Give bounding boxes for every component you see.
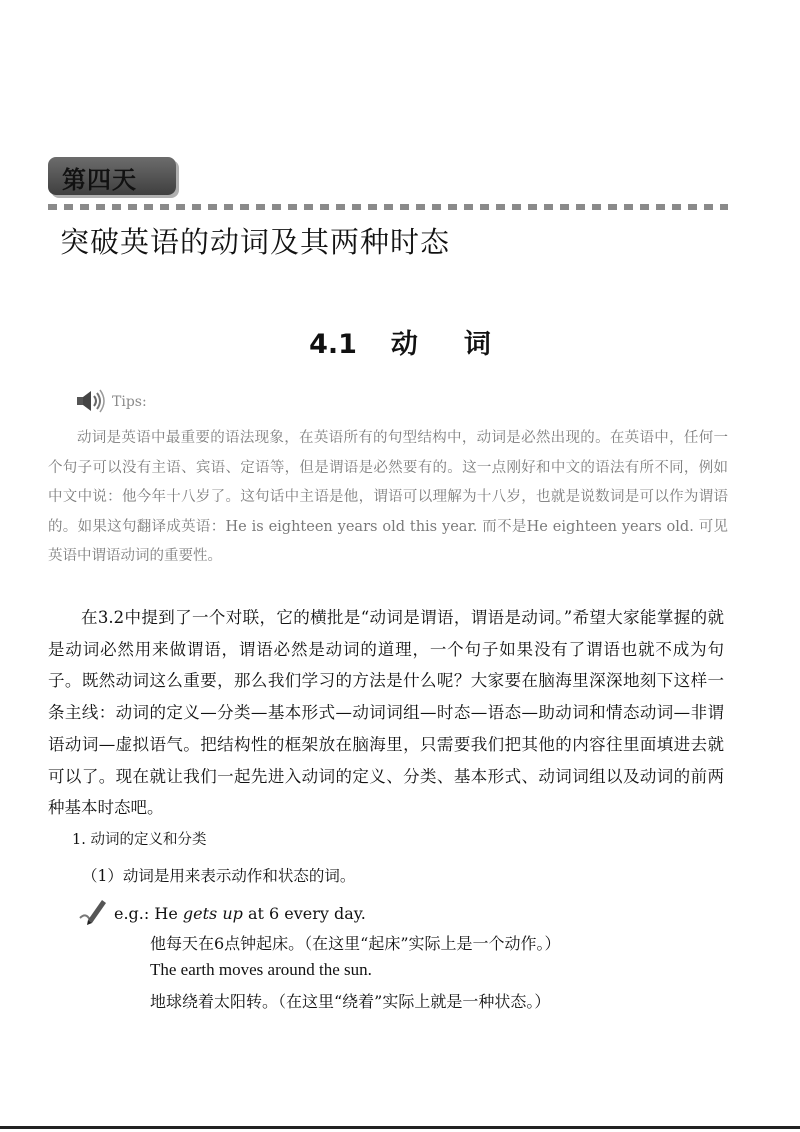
speaker-icon bbox=[74, 388, 108, 414]
example-line-1 bbox=[114, 904, 366, 923]
section-number: 4.1 bbox=[309, 329, 357, 360]
subheading-definition: 1. 动词的定义和分类 bbox=[72, 832, 207, 848]
tips-label: Tips: bbox=[112, 394, 147, 410]
bottom-border bbox=[0, 1126, 800, 1129]
example-line-3: The earth moves around the sun. bbox=[150, 960, 372, 979]
example-italic-phrase: gets up bbox=[182, 904, 243, 923]
subheading-verb-meaning: （1）动词是用来表示动作和状态的词。 bbox=[82, 867, 356, 885]
example-line-4: 地球绕着太阳转。（在这里“绕着”实际上就是一种状态。） bbox=[150, 992, 551, 1011]
main-paragraph: 在3.2中提到了一个对联，它的横批是“动词是谓语，谓语是动词。”希望大家能掌握的就是动词必然用来做谓语，谓语必然是动词的道理，一个句子如果没有了谓语也就不成为句子。既然动词这么重要，那么我们学习的方法是什么呢？大家要在脑海里深深地刻下这样一条主线：动词的定义—分类—基本形式—动词词组—时态—语态—助动词和情态动词—非谓语动词—虚拟语气。把结构性的框架放在脑海里，只需要我们把其他的内容往里面填进去就可以了。现在就让我们一起先进入动词的定义、分类、基本形式、动词词组以及动词的前两种基本时态吧。 bbox=[48, 608, 724, 818]
section-title: 动词 bbox=[390, 329, 537, 360]
example-line-2: 他每天在6点钟起床。（在这里“起床”实际上是一个动作。） bbox=[150, 934, 561, 953]
example-suffix: at 6 every day. bbox=[242, 904, 366, 923]
chapter-badge bbox=[48, 157, 176, 195]
chapter-badge-label: 第四天 bbox=[62, 166, 137, 194]
dashed-divider bbox=[48, 204, 728, 210]
tips-body: 动词是英语中最重要的语法现象，在英语所有的句型结构中，动词是必然出现的。在英语中，任何一个句子可以没有主语、宾语、定语等，但是谓语是必然要有的。这一点刚好和中文的语法有所不同，例如中文中说：他今年十八岁了。这句话中主语是他，谓语可以理解为十八岁，也就是说数词是可以作为谓语的。如果这句翻译成英语：He is eighteen years old this year. 而不是He eighteen years old. 可见英语中谓语动词的重要性。 bbox=[48, 430, 728, 564]
section-heading bbox=[0, 322, 800, 361]
pencil-icon bbox=[76, 896, 108, 926]
chapter-title: 突破英语的动词及其两种时态 bbox=[60, 225, 451, 259]
example-prefix: e.g.: He bbox=[114, 904, 183, 923]
